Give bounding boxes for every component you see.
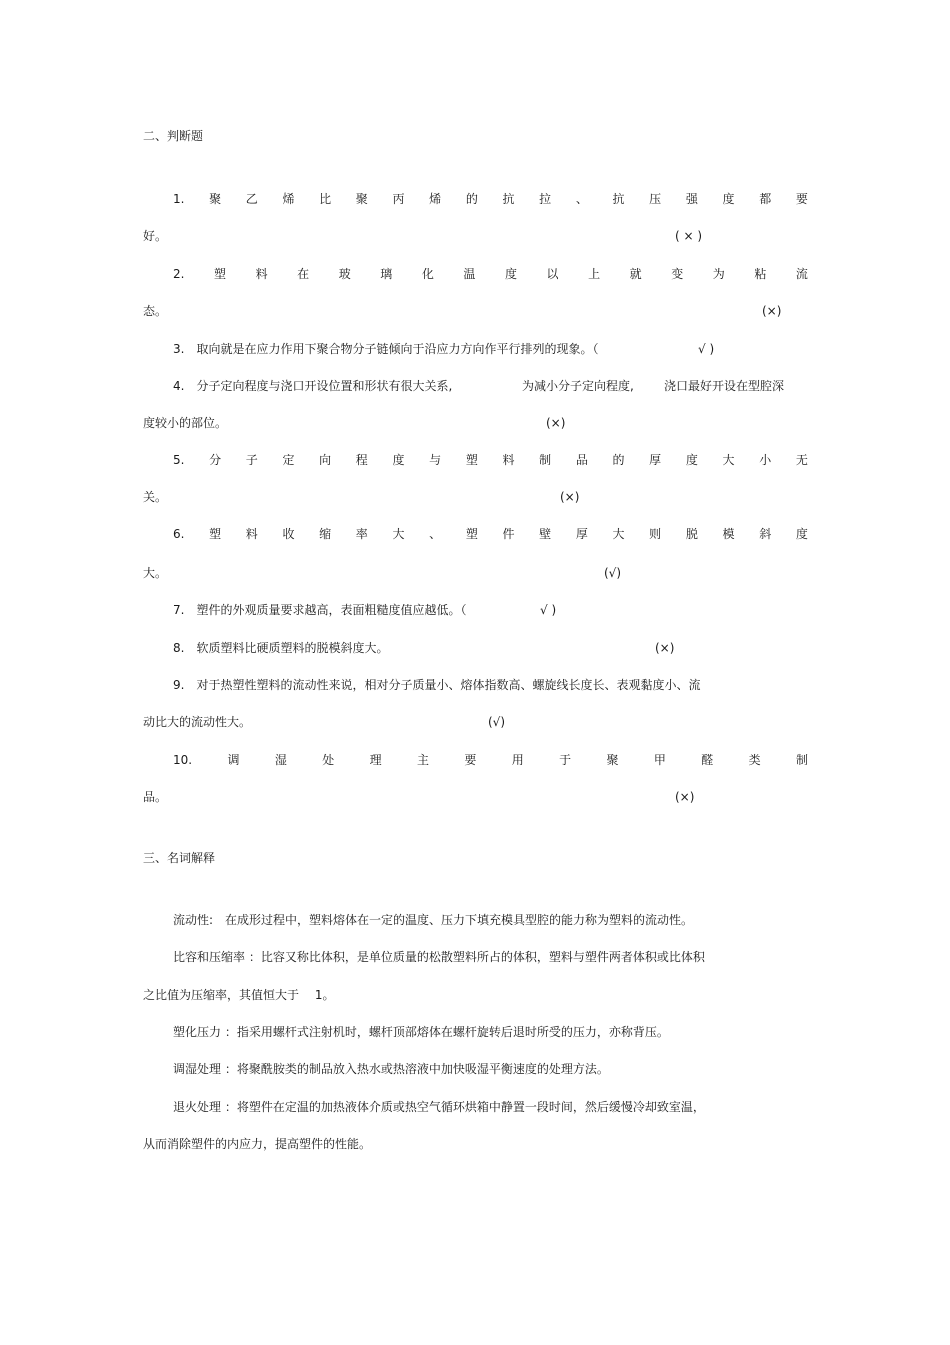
question-2: [173, 266, 808, 282]
term-fluidity: 流动性: 在成形过程中，塑料熔体在一定的温度、压力下填充模具型腔的能力称为塑料的流动性。: [173, 913, 694, 927]
question-10-continuation: 品。: [143, 790, 168, 804]
question-1: [173, 191, 808, 207]
question-4-part2: 为减小分子定向程度,: [522, 379, 634, 393]
question-char: 丙: [392, 192, 405, 206]
question-1-answer: ( × ): [675, 229, 703, 243]
question-char: 湿: [274, 753, 287, 767]
question-char: 大: [612, 527, 625, 541]
question-7: 7. 塑件的外观质量要求越高，表面粗糙度值应越低。（: [173, 603, 467, 617]
question-char: 理: [369, 753, 382, 767]
question-char: 变: [671, 267, 684, 281]
question-char: 塑: [465, 527, 478, 541]
question-number: 1.: [173, 192, 185, 206]
question-2-answer: (×): [762, 304, 782, 318]
term-annealing-continuation: 从而消除塑件的内应力，提高塑件的性能。: [143, 1137, 372, 1151]
question-char: 在: [297, 267, 310, 281]
question-8-answer: (×): [655, 641, 675, 655]
term-plasticizing-pressure: 塑化压力 ：指采用螺杆式注射机时，螺杆顶部熔体在螺杆旋转后退时所受的压力，亦称背压。: [173, 1025, 669, 1039]
question-char: 为: [712, 267, 725, 281]
question-4-part3: 浇口最好开设在型腔深: [664, 379, 785, 393]
question-char: 甲: [653, 753, 666, 767]
question-char: 分: [209, 453, 222, 467]
question-char: 料: [255, 267, 268, 281]
question-char: 的: [612, 453, 625, 467]
question-char: 用: [511, 753, 524, 767]
term-annealing: 退火处理 ：将塑件在定温的加热液体介质或热空气循环烘箱中静置一段时间，然后缓慢冷却致室温，: [173, 1100, 705, 1114]
question-char: 比: [319, 192, 332, 206]
question-char: 调: [227, 753, 240, 767]
question-char: 以: [546, 267, 559, 281]
question-char: 要: [795, 192, 808, 206]
question-char: 程: [355, 453, 368, 467]
question-6-continuation: 大。: [143, 566, 168, 580]
question-char: 斜: [759, 527, 772, 541]
question-char: 就: [629, 267, 642, 281]
question-char: 醛: [701, 753, 714, 767]
question-char: 子: [245, 453, 258, 467]
question-char: 品: [575, 453, 588, 467]
question-number: 2.: [173, 267, 185, 281]
question-char: 度: [795, 527, 808, 541]
question-char: 、: [429, 527, 442, 541]
question-char: 缩: [319, 527, 332, 541]
term-specific-volume-continuation: 之比值为压缩率，其值恒大于 1。: [143, 988, 335, 1002]
question-char: 玻: [338, 267, 351, 281]
question-char: 主: [416, 753, 429, 767]
question-char: 壁: [539, 527, 552, 541]
section-heading-judgement: 二、判断题: [143, 129, 204, 143]
question-4: 4. 分子定向程度与浇口开设位置和形状有很大关系,: [173, 379, 453, 393]
question-char: 向: [319, 453, 332, 467]
question-char: 要: [464, 753, 477, 767]
question-char: 于: [559, 753, 572, 767]
question-char: 压: [649, 192, 662, 206]
question-10: [173, 752, 808, 768]
section-heading-terms: 三、名词解释: [143, 851, 216, 865]
question-char: 处: [322, 753, 335, 767]
question-char: 拉: [539, 192, 552, 206]
question-char: 都: [759, 192, 772, 206]
question-char: 大: [392, 527, 405, 541]
question-char: 强: [685, 192, 698, 206]
question-number: 5.: [173, 453, 185, 467]
question-2-continuation: 态。: [143, 304, 168, 318]
question-char: 聚: [606, 753, 619, 767]
question-9-continuation: 动比大的流动性大。: [143, 715, 252, 729]
question-number: 6.: [173, 527, 185, 541]
question-char: 度: [722, 192, 735, 206]
question-char: 则: [649, 527, 662, 541]
question-char: 温: [463, 267, 476, 281]
question-char: 塑: [465, 453, 478, 467]
question-char: 粘: [754, 267, 767, 281]
question-char: 料: [245, 527, 258, 541]
question-5-continuation: 关。: [143, 490, 168, 504]
question-char: 璃: [380, 267, 393, 281]
question-char: 厚: [649, 453, 662, 467]
question-9: 9. 对于热塑性塑料的流动性来说，相对分子质量小、熔体指数高、螺旋线长度长、表观黏度小、流: [173, 678, 701, 692]
question-char: 烯: [429, 192, 442, 206]
question-char: 度: [392, 453, 405, 467]
question-char: 与: [429, 453, 442, 467]
question-char: 度: [685, 453, 698, 467]
question-char: 、: [575, 192, 588, 206]
question-char: 塑: [209, 527, 222, 541]
question-char: 无: [795, 453, 808, 467]
question-char: 塑: [214, 267, 227, 281]
question-char: 小: [759, 453, 772, 467]
term-specific-volume: 比容和压缩率 ：比容又称比体积，是单位质量的松散塑料所占的体积，塑料与塑件两者体积或比体积: [173, 950, 705, 964]
term-humidity-conditioning: 调湿处理 ：将聚酰胺类的制品放入热水或热溶液中加快吸湿平衡速度的处理方法。: [173, 1062, 609, 1076]
question-char: 定: [282, 453, 295, 467]
question-char: 料: [502, 453, 515, 467]
question-char: 类: [748, 753, 761, 767]
question-char: 大: [722, 453, 735, 467]
question-char: 件: [502, 527, 515, 541]
question-char: 抗: [502, 192, 515, 206]
question-5: [173, 452, 808, 468]
question-char: 的: [465, 192, 478, 206]
question-char: 聚: [355, 192, 368, 206]
question-3-answer: √ ): [698, 342, 715, 356]
question-char: 上: [588, 267, 601, 281]
question-char: 制: [539, 453, 552, 467]
question-char: 率: [355, 527, 368, 541]
question-number: 10.: [173, 753, 193, 767]
question-char: 乙: [245, 192, 258, 206]
question-3: 3. 取向就是在应力作用下聚合物分子链倾向于沿应力方向作平行排列的现象。（: [173, 342, 599, 356]
question-9-answer: (√): [488, 715, 506, 729]
question-char: 厚: [575, 527, 588, 541]
question-10-answer: (×): [675, 790, 695, 804]
question-char: 化: [421, 267, 434, 281]
question-1-continuation: 好。: [143, 229, 168, 243]
question-char: 脱: [685, 527, 698, 541]
question-char: 抗: [612, 192, 625, 206]
question-6-answer: (√): [604, 566, 622, 580]
question-7-answer: √ ): [540, 603, 557, 617]
question-char: 度: [504, 267, 517, 281]
question-char: 制: [795, 753, 808, 767]
question-8: 8. 软质塑料比硬质塑料的脱模斜度大。: [173, 641, 389, 655]
question-char: 烯: [282, 192, 295, 206]
question-char: 收: [282, 527, 295, 541]
question-char: 模: [722, 527, 735, 541]
question-4-answer: (×): [546, 416, 566, 430]
question-6: [173, 526, 808, 542]
question-char: 聚: [209, 192, 222, 206]
question-char: 流: [795, 267, 808, 281]
question-5-answer: (×): [560, 490, 580, 504]
question-4-continuation: 度较小的部位。: [143, 416, 228, 430]
